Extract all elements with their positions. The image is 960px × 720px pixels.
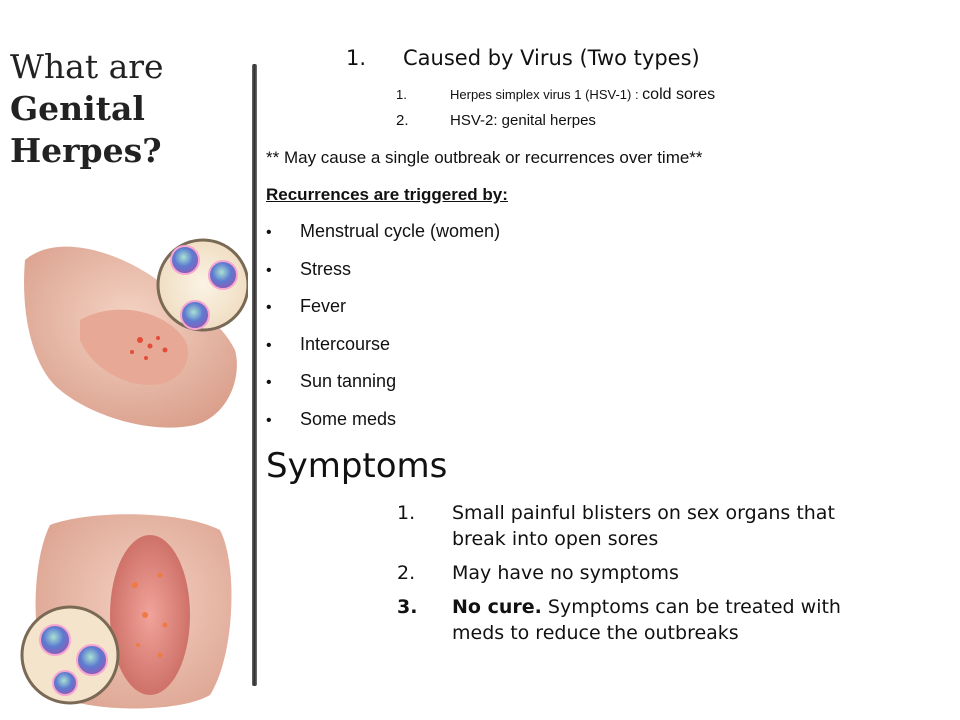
symptom-text: Small painful blisters on sex organs that break into open sores — [452, 502, 835, 550]
list-item — [397, 560, 872, 586]
male-anatomy-illustration — [20, 200, 248, 440]
trigger-text: Intercourse — [300, 333, 391, 354]
virus-type-2-text: HSV-2: genital herpes — [450, 112, 596, 129]
symptom-number: 2. — [397, 562, 416, 584]
no-cure-label: No cure. — [452, 596, 542, 618]
virus-type-2 — [396, 112, 596, 129]
symptoms-heading: Symptoms — [266, 446, 448, 486]
virus-type-1-cold-sores: cold sores — [642, 86, 716, 103]
list-item — [266, 365, 500, 403]
title-line-2: Genital — [10, 89, 145, 128]
cause-number: 1. — [346, 46, 367, 70]
bullet-icon: • — [266, 336, 272, 354]
trigger-text: Stress — [300, 258, 352, 279]
list-item — [266, 215, 500, 253]
virus-type-1 — [396, 86, 715, 104]
trigger-text: Some meds — [300, 408, 397, 429]
female-anatomy-illustration — [10, 505, 242, 715]
triggers-list — [266, 215, 500, 441]
cause-section — [346, 46, 716, 129]
bullet-icon: • — [266, 261, 272, 279]
virus-type-1-number: 1. — [396, 87, 407, 102]
list-item — [266, 290, 500, 328]
outbreak-note: ** May cause a single outbreak or recurrences over time** — [266, 148, 703, 167]
symptom-number: 1. — [397, 502, 416, 524]
cause-heading-text: Caused by Virus (Two types) — [403, 46, 700, 70]
list-item — [397, 594, 872, 646]
bullet-icon: • — [266, 411, 272, 429]
list-item — [266, 253, 500, 291]
bullet-icon: • — [266, 299, 272, 317]
bullet-icon: • — [266, 224, 272, 241]
list-item — [266, 328, 500, 366]
list-item — [397, 500, 872, 552]
list-item — [266, 403, 500, 441]
symptom-text: May have no symptoms — [452, 562, 679, 584]
symptoms-list — [397, 500, 872, 654]
trigger-text: Fever — [300, 296, 347, 317]
symptom-number: 3. — [397, 596, 418, 618]
cause-heading — [346, 46, 700, 70]
vertical-divider — [252, 64, 257, 686]
trigger-text: Sun tanning — [300, 371, 397, 392]
title-line-1: What are — [10, 47, 164, 86]
virus-type-2-number: 2. — [396, 112, 409, 129]
trigger-text: Menstrual cycle (women) — [300, 221, 501, 241]
page-title — [10, 46, 164, 172]
virus-type-1-text: Herpes simplex virus 1 (HSV-1) : — [450, 87, 643, 102]
bullet-icon: • — [266, 374, 272, 392]
symptom-text: Symptoms can be treated with meds to reduce the outbreaks — [452, 596, 841, 644]
title-line-3: Herpes? — [10, 131, 162, 170]
triggers-heading: Recurrences are triggered by: — [266, 185, 508, 204]
